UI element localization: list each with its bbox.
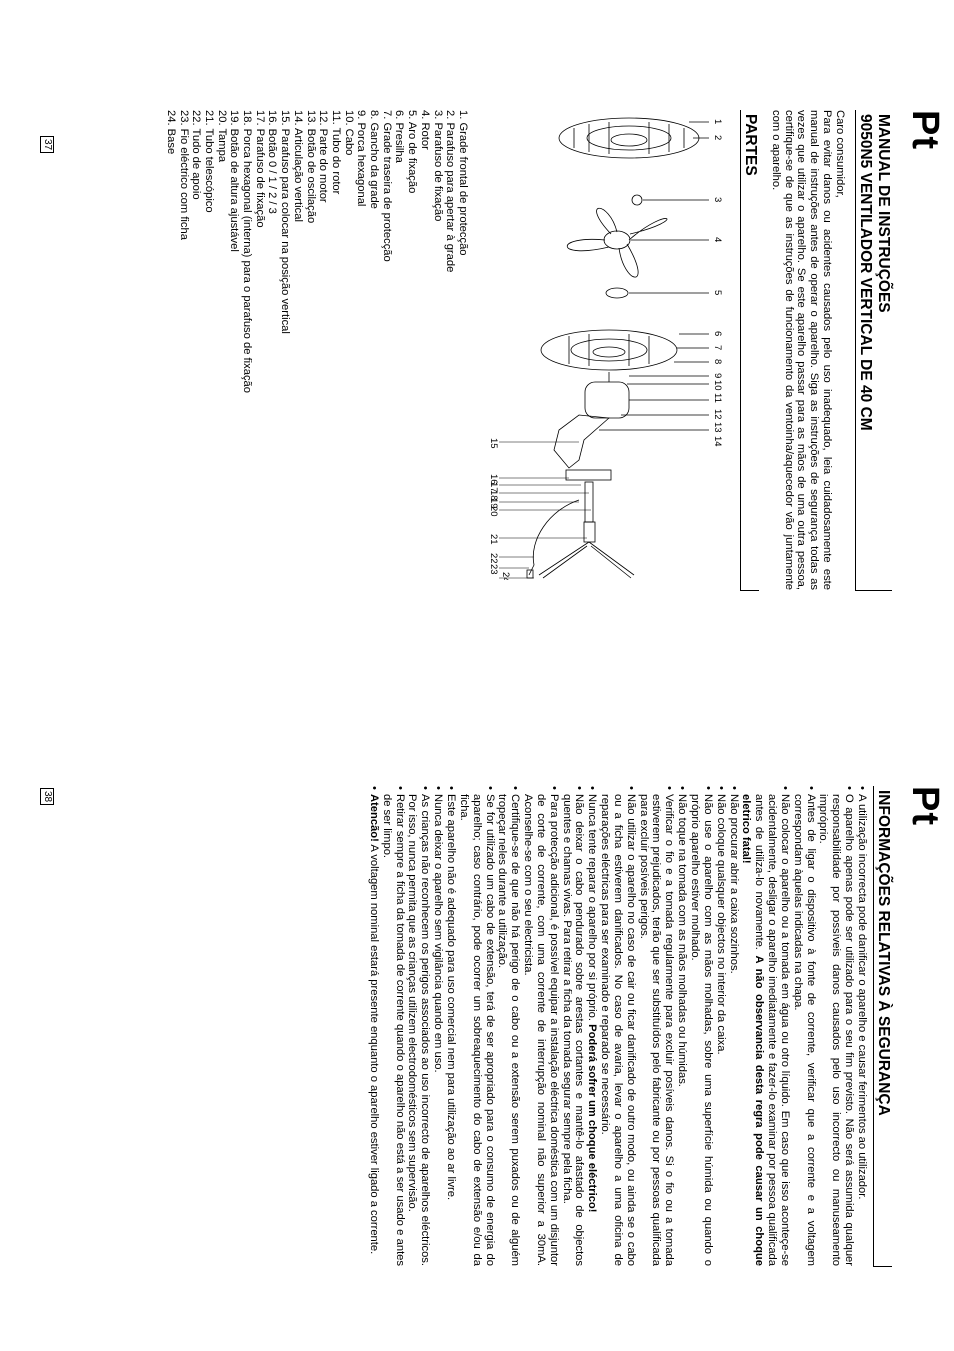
- parts-list-item: 5. Aro de fixação: [406, 110, 419, 194]
- motor-housing: [585, 382, 629, 418]
- parts-list-item: 23. Fio eléctrico com ficha: [177, 110, 190, 240]
- safety-item: [560, 786, 586, 1266]
- safety-title-box: [873, 786, 892, 1267]
- callout-2: 2: [712, 135, 723, 141]
- parts-list-container: [164, 110, 469, 590]
- callout-22: 22: [489, 553, 499, 564]
- parts-list-item: 1. Grade frontal de protecção: [457, 110, 469, 256]
- intro-text: [769, 110, 846, 590]
- safety-item-text: Antes de ligar o dispositivo à fonte de corrente, verificar que a corrente e a voltagem correspondam àquelas indicadas na chapa.: [791, 794, 817, 1266]
- manual-header: MANUAL DE INSTRUÇÕES: [875, 114, 892, 313]
- safety-item: [598, 786, 637, 1266]
- callout-5: 5: [712, 290, 723, 296]
- parts-list: [164, 110, 469, 590]
- safety-item-text: Verificar o fio e a tomada regularmente para excluir posíveis danos. Si o fio ou a tomada estiverem prejudicados, terão que ser substituídos pelo fabricante ou por pessoas qualificada para excluir posíveis perigos.: [637, 794, 676, 1266]
- parts-list-item: 20. Tampa: [215, 110, 228, 163]
- telescopic-tube: [585, 482, 593, 522]
- parts-list-item: 6. Presilha: [393, 110, 406, 163]
- callout-23: 23: [489, 564, 499, 575]
- callout-24: 24: [500, 572, 511, 580]
- safety-item-text: Não use o aparelho com as mãos molhadas, sobre uma superfície húmida ou quando o próprio aparelho estiver molhado.: [689, 794, 714, 1266]
- callout-21: 21: [489, 534, 499, 545]
- power-cable: [529, 500, 579, 575]
- fixing-screw: [632, 195, 642, 205]
- safety-item-text: O aparelho apenas pode ser utilizado para o seu fim previsto. Não será assumida qualquer responsabilidade por possíveis danos causados pelo uso incorrecto ou manuseamento impróprio.: [817, 794, 856, 1266]
- safety-item: [585, 786, 598, 1266]
- safety-item-text: Nunca deixar o aparelho sem vigilância quando em uso.: [432, 794, 445, 1073]
- callout-16: 16: [489, 474, 499, 485]
- manual-title: 9050N5 VENTILADOR VERTICAL DE 40 CM: [857, 114, 874, 431]
- callout-17: 17: [489, 482, 499, 493]
- callout-19: 19: [489, 498, 499, 509]
- safety-item: [688, 786, 714, 1266]
- safety-item: [457, 786, 496, 1266]
- safety-item: [714, 786, 727, 1266]
- callout-4: 4: [712, 237, 723, 243]
- safety-item-warning: Poderá sofrer um choque eléctrico!: [586, 1024, 599, 1213]
- callout-1: 1: [712, 119, 723, 125]
- parts-list-item: 16. Botão 0 / 1 / 2 / 3: [266, 110, 279, 214]
- parts-list-item: 21. Tubo telescópico: [202, 110, 215, 213]
- safety-item-text: Este aparelho não é adequado para uso comercial nem para utilização ao ar livre.: [445, 794, 457, 1201]
- parts-list-item: 2. Parafuso para apertar à grade: [444, 110, 457, 273]
- fixing-ring: [606, 288, 628, 298]
- safety-item-text: Não toque na tomada com as mãos molhadas ou húmidas.: [676, 794, 689, 1087]
- safety-item-text: Não utilizar o aparelho no caso de cair ou ficar danificado de outro modo, ou ainda se o cabo ou a ficha estiverem danificados. No caso de avaria, levar o aparelho a uma oficina de reparações eléctricas para ser examinado e reparado se necessário.: [599, 794, 637, 1266]
- safety-item: [727, 786, 740, 1266]
- safety-item: [740, 786, 791, 1266]
- parts-list-item: 15. Parafuso para colocar na posição vertical: [279, 110, 292, 334]
- front-grille: [559, 118, 699, 158]
- language-header: Pt: [904, 786, 946, 826]
- parts-list-item: 14. Articulação vertical: [291, 110, 304, 222]
- safety-item-warning: Atencão!: [367, 794, 380, 842]
- parts-list-item: 8. Gancho da grade: [368, 110, 381, 209]
- page-number: 38: [40, 788, 54, 805]
- safety-list: [367, 786, 868, 1266]
- safety-item-text: Não colocar o aparelho ou a tomada em água ou otro líquido. Em caso que isso aconteçe-se acidentalmente, desligar o aparelho imediatamente e fazer-lo examinar por pessoa qualificada antes de utiliza-lo novamente.: [753, 794, 791, 1266]
- callout-10: 10: [712, 380, 723, 391]
- safety-item-text: As crianças não reconhecem os perigos associados ao uso incorrecto de aparelhos eléctricos. Por isso, nunca permita que as crianças utilizem electrodomésticos sem supervisão.: [406, 794, 432, 1266]
- callout-11: 11: [712, 393, 723, 403]
- page-number: 37: [40, 136, 54, 153]
- parts-list-item: 18. Porca hexagonal (interna) para o parafuso de fixação: [241, 110, 254, 393]
- safety-item: [431, 786, 444, 1266]
- base: [539, 542, 634, 578]
- parts-list-item: 17. Parafuso de fixação: [253, 110, 266, 228]
- safety-item-text: A utilização incorrecta pode danificar o aparelho e causar ferimentos ao utilizador.: [856, 794, 868, 1200]
- callout-8: 8: [712, 359, 723, 365]
- motor-neck: [554, 415, 609, 468]
- safety-item: [675, 786, 688, 1266]
- page-37: [0, 0, 954, 675]
- parts-list-item: 19. Botão de altura ajustável: [228, 110, 241, 252]
- safety-item-text: Não deixar o cabo pendurado sobre arestas cortantes e mantê-lo afastado de objectos quentes e chamas vivas. Para retirar a ficha da tomada segurar sempre pela ficha.: [560, 794, 586, 1266]
- safety-item-text: A voltagem nominal estará presente enquanto o aparelho estiver ligado a corrente.: [367, 841, 380, 1255]
- safety-item: [817, 786, 856, 1266]
- parts-list-item: 9. Porca hexagonal: [355, 110, 368, 207]
- safety-item-text: Retirar sempre a ficha da tomada de corrente quando o aparelho não está a ser usado e antes de ser limpo.: [380, 794, 406, 1266]
- manual-title-box: [855, 110, 892, 591]
- parts-list-item: 24. Base: [164, 110, 177, 155]
- callout-3: 3: [712, 197, 723, 203]
- callout-20: 20: [489, 506, 499, 517]
- parts-list-item: 7. Grade traseira de protecção: [380, 110, 393, 262]
- rotor-blades: [567, 208, 667, 277]
- safety-item: [637, 786, 676, 1266]
- callout-15: 15: [489, 438, 499, 449]
- safety-item-text: Se for utilizado um cabo de extensão, terá de ser apropriado para o consumo de energia do aparelho; caso contrário, pode ocorrer um sobreaquecimento do cabo de extensão e/ou da ficha.: [457, 794, 496, 1266]
- safety-title: INFORMAÇÕES RELATIVAS À SEGURANÇA: [875, 790, 892, 1116]
- safety-item-text: Para protecção adicional, é possível equipar a instalação eléctrica doméstica com um disjuntor de corte de corrente, com uma corrente de interrupção nominal não superior a 30mA. Aconselhe-se com o seu electricista.: [522, 794, 560, 1266]
- callout-9: 9: [712, 373, 723, 379]
- safety-item: [521, 786, 560, 1266]
- support-tube: [584, 522, 595, 542]
- parts-list-item: 12. Parte do motor: [317, 110, 330, 203]
- callout-7: 7: [712, 345, 723, 351]
- callout-14: 14: [712, 436, 723, 447]
- safety-item: [406, 786, 432, 1266]
- safety-item: [791, 786, 817, 1266]
- intro-paragraph: Para evitar danos ou acidentes causados pelo uso inadequado, leia cuidadosamente este manual de instruções antes de operar o aparelho. Siga as instruções de segurança todas as vezes que utilizar o aparelho. Se este aparelho passar para as mãos de uma outra pessoa, certifique-se de que as instruções de funcionamento da ventoinha/aquecedor vão juntamente com o aparelho.: [769, 110, 834, 590]
- safety-item-warning: A não observancia desta regra pode causar un choque eletrico fatal!: [740, 794, 766, 1266]
- intro-greeting: Caro consumidor,: [834, 110, 846, 198]
- safety-item-text: Nunca tente reparar o aparelho por si próprio.: [586, 794, 599, 1025]
- callout-6: 6: [712, 331, 723, 337]
- parts-title-box: [740, 110, 759, 591]
- safety-text: [367, 786, 868, 1266]
- safety-item-text: Certifique-se de que não há perigo de o cabo ou a extensão serem puxados ou de alguém tropeçar neles durante a utilização.: [496, 794, 522, 1266]
- parts-list-item: 13. Botão de oscilação: [304, 110, 317, 224]
- safety-item: [367, 786, 380, 1266]
- callout-13: 13: [712, 422, 723, 433]
- parts-title: PARTES: [742, 114, 759, 176]
- safety-item-text: Não procurar abrir a caixa sozinhos.: [727, 794, 740, 974]
- safety-item: [444, 786, 457, 1266]
- parts-list-item: 11. Tubo do rotor: [329, 110, 342, 195]
- parts-list-item: 4. Rotor: [418, 110, 431, 150]
- language-header: Pt: [904, 110, 946, 150]
- parts-list-item: 3. Parafuso de fixação: [431, 110, 444, 222]
- parts-list-item: 22. Tudo de apoio: [190, 110, 203, 200]
- exploded-fan-illustration: [489, 110, 729, 580]
- pole-cover: [566, 470, 611, 480]
- safety-item: [855, 786, 868, 1266]
- callout-18: 18: [489, 490, 499, 501]
- rear-grille: [541, 330, 677, 370]
- callout-12: 12: [712, 409, 723, 420]
- fan-parts-diagram: [489, 110, 729, 580]
- page-38: [0, 676, 954, 1351]
- safety-item: [496, 786, 522, 1266]
- safety-item: [380, 786, 406, 1266]
- parts-list-item: 10. Cabo: [342, 110, 355, 156]
- safety-item-text: Não coloque qualsquer objectos no interior da caixa.: [714, 794, 727, 1055]
